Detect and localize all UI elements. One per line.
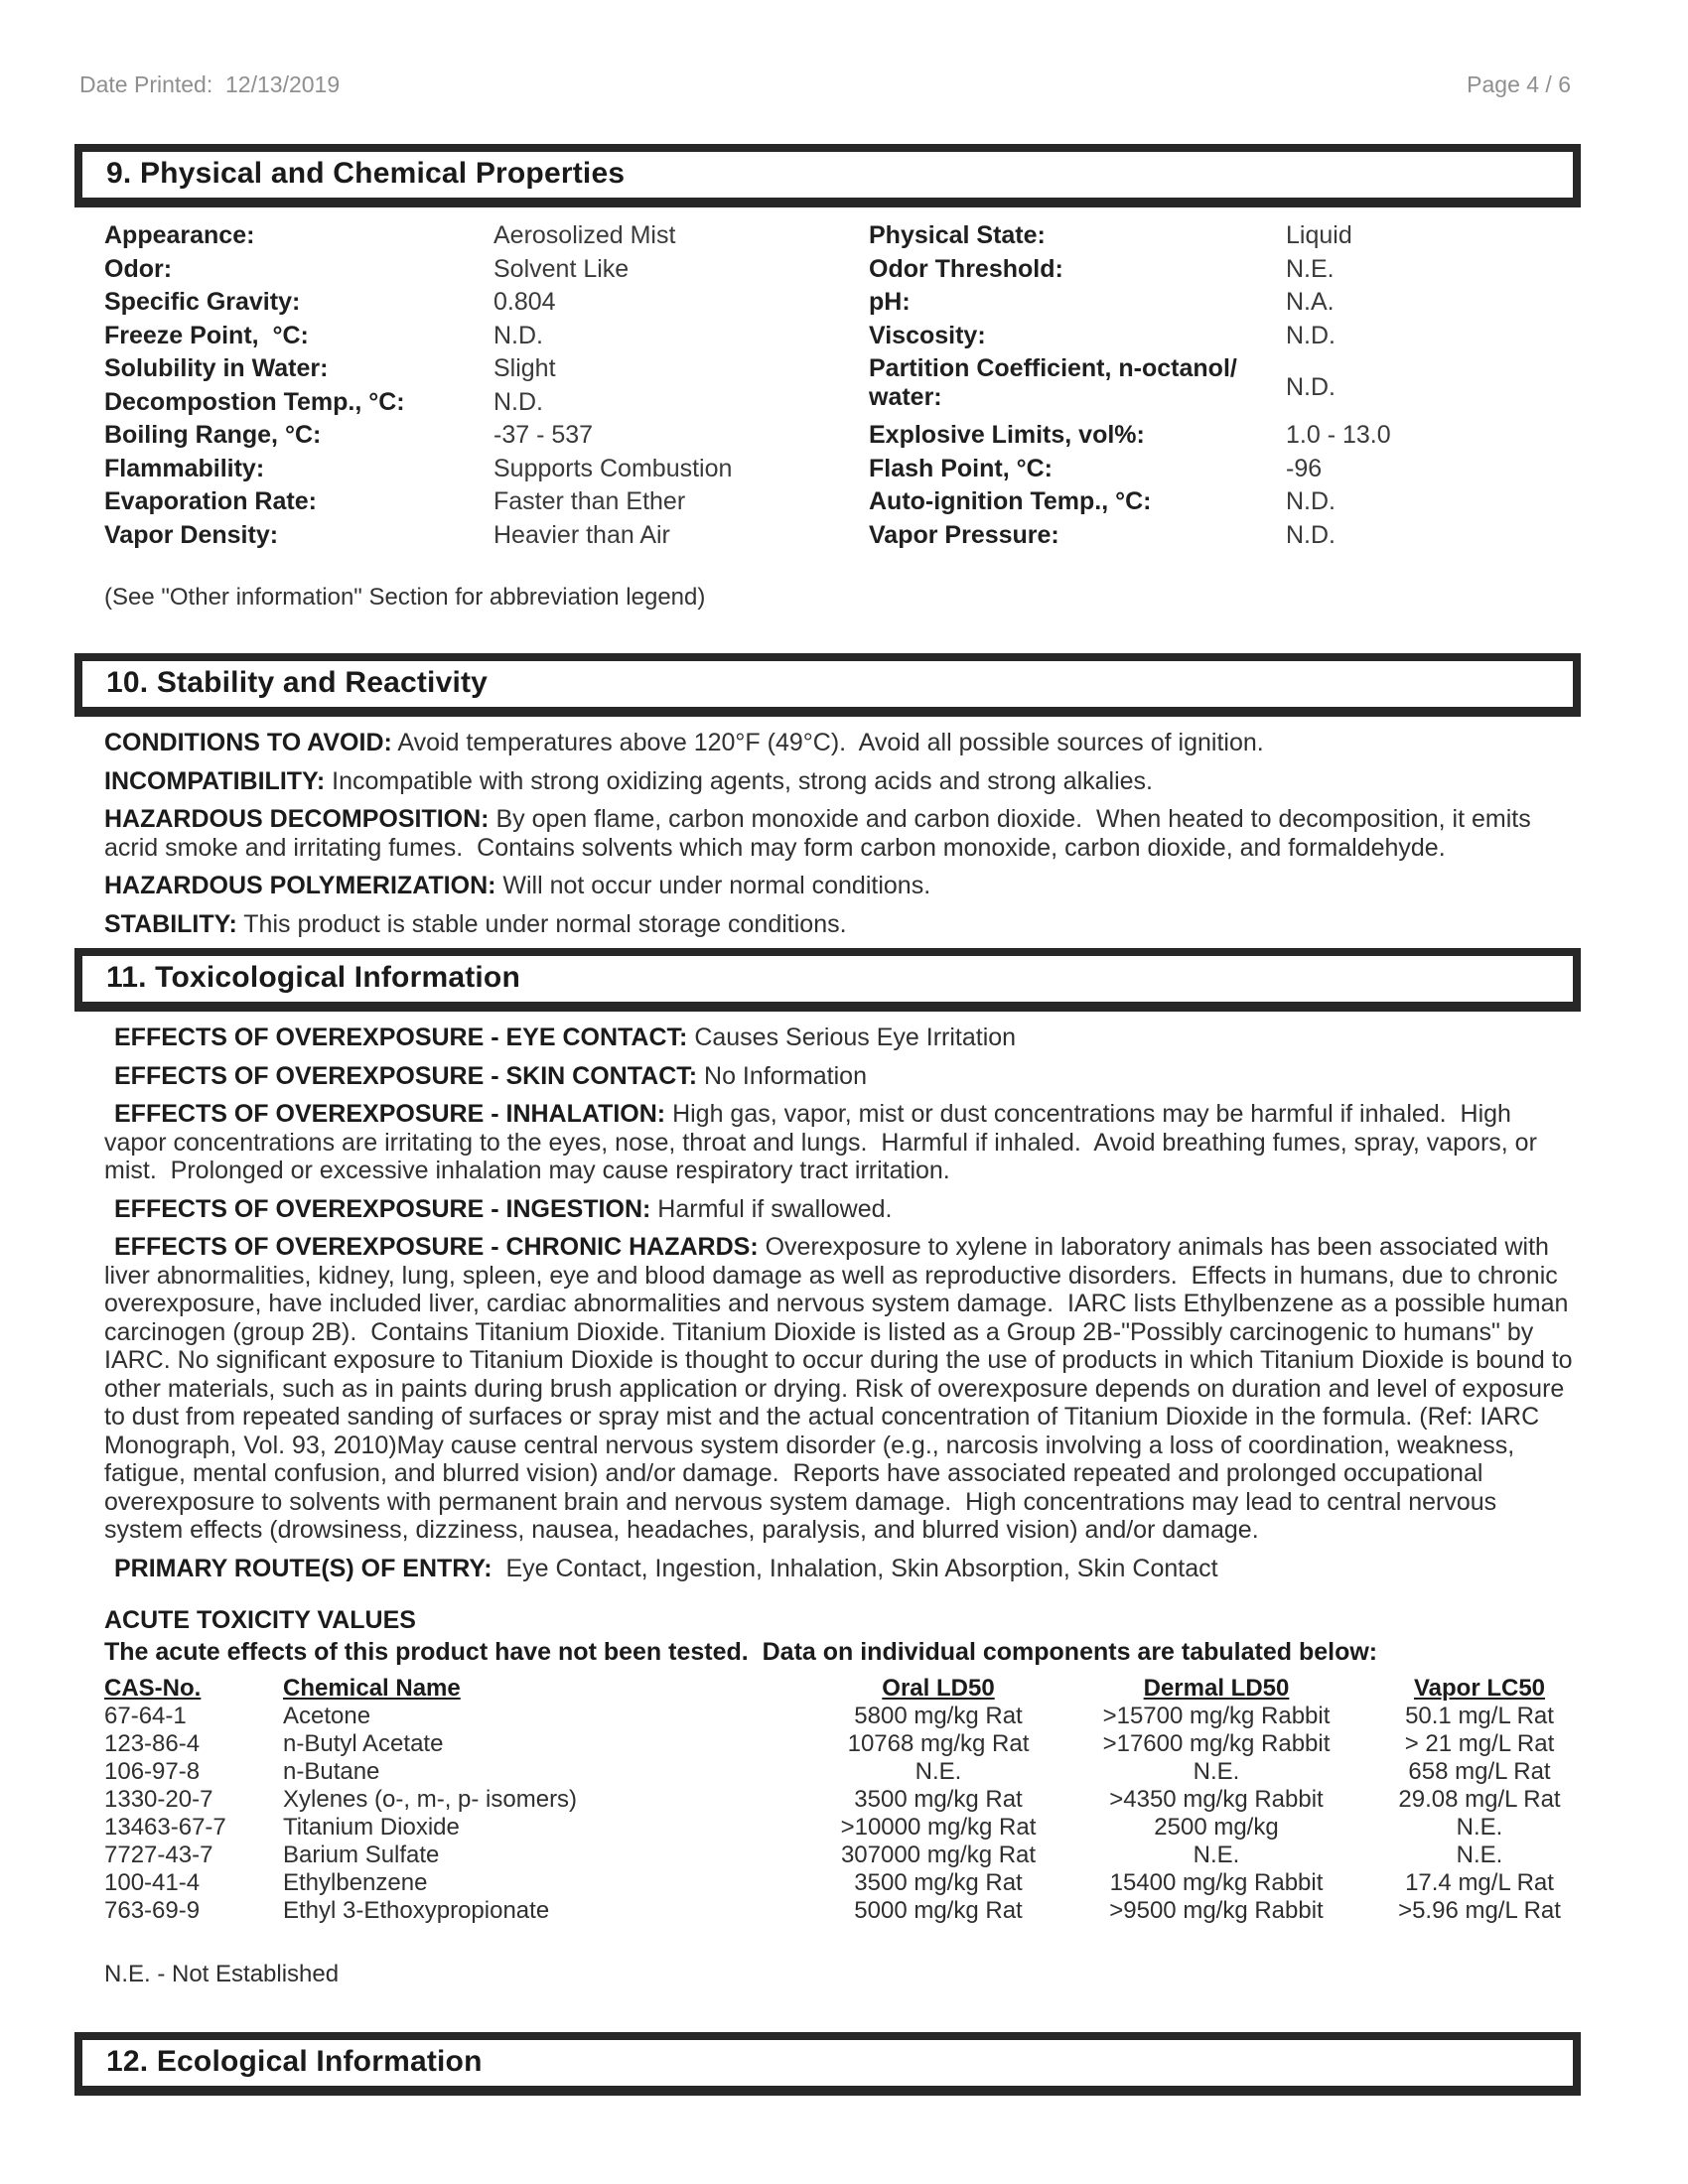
paragraph-text: Overexposure to xylene in laboratory animals has been associated with liver abnormalities, kidney, lung, spleen, eye and blood damage as well as reproductive disorders. Effects in humans, due to chronic overexposure, have included liver, cardiac abnormalities and nervous system damage. IARC lists Ethylbenzene as a possible human carcinogen (group 2B). Contains Titanium Dioxide. Titanium Dioxide is listed as a Group 2B-"Possibly carcinogenic to humans" by IARC. No significant exposure to Titanium Dioxide is thought to occur during the use of products in which Titanium Dioxide is bound to other materials, such as in paints during brush application or drying. Risk of overexposure depends on duration and level of exposure to dust from repeated sanding of surfaces or spray mist and the actual concentration of Titanium Dioxide in the formula. (Ref: IARC Monograph, Vol. 93, 2010)May cause central nervous system disorder (e.g., narcosis involving a loss of coordination, weakness, fatigue, mental confusion, and blurred vision) and/or damage. Reports have associated repeated and prolonged occupational overexposure to solvents with permanent brain and nervous system damage. High concentrations may lead to central nervous system effects (drowsiness, dizziness, nausea, headaches, paralysis, and blurred vision) and/or damage. (104, 1233, 1580, 1544)
cell-cas-no: 106-97-8 (104, 1758, 201, 1785)
section-11-title: 11. Toxicological Information (106, 961, 520, 994)
paragraph-primary-routes-of-entry (104, 1555, 1577, 1583)
property-row (869, 487, 1688, 521)
property-row (104, 388, 869, 422)
cell-oral-ld50: 5000 mg/kg Rat (854, 1897, 1023, 1924)
table-header-row (104, 1675, 1688, 1703)
cell-dermal-ld50: N.E. (1193, 1758, 1240, 1785)
paragraph-label: HAZARDOUS POLYMERIZATION: (104, 872, 496, 899)
property-row (869, 221, 1688, 255)
page-number-text: Page 4 / 6 (1467, 71, 1571, 97)
table-row (104, 1814, 1688, 1842)
cell-oral-ld50: 3500 mg/kg Rat (854, 1786, 1023, 1813)
property-row (869, 322, 1688, 355)
cell-chemical-name: Acetone (283, 1703, 371, 1729)
property-row (869, 455, 1688, 488)
property-value: 1.0 - 13.0 (1286, 421, 1391, 449)
cell-vapor-lc50: >5.96 mg/L Rat (1398, 1897, 1561, 1924)
acute-toxicity-heading: ACUTE TOXICITY VALUES (104, 1606, 416, 1634)
property-value: N.A. (1286, 288, 1335, 316)
paragraph-text: By open flame, carbon monoxide and carbon dioxide. When heated to decomposition, it emits acrid smoke and irritating fumes. Contains solvents which may form carbon monoxide, carbon dioxide, and formaldehyde. (104, 805, 1538, 862)
not-established-footnote: N.E. - Not Established (104, 1961, 340, 1987)
property-label: Partition Coefficient, n-octanol/ water: (869, 354, 1244, 411)
cell-dermal-ld50: >9500 mg/kg Rabbit (1109, 1897, 1324, 1924)
cell-oral-ld50: 307000 mg/kg Rat (840, 1842, 1037, 1868)
property-label: pH: (869, 288, 911, 316)
property-label: Evaporation Rate: (104, 487, 317, 515)
property-label: Odor: (104, 254, 173, 283)
cell-chemical-name: Titanium Dioxide (283, 1814, 460, 1841)
paragraph-text: Eye Contact, Ingestion, Inhalation, Skin Absorption, Skin Contact (492, 1554, 1218, 1582)
section-10-title: 10. Stability and Reactivity (106, 666, 489, 699)
cell-cas-no: 13463-67-7 (104, 1814, 226, 1841)
property-value: Supports Combustion (493, 454, 733, 482)
property-row (104, 255, 869, 289)
paragraph-text: Causes Serious Eye Irritation (687, 1024, 1017, 1051)
cell-vapor-lc50: N.E. (1456, 1842, 1503, 1868)
property-label: Vapor Pressure: (869, 520, 1059, 549)
section-11-body (104, 1024, 1580, 1582)
column-header-dermal-ld50: Dermal LD50 (1143, 1675, 1290, 1702)
cell-vapor-lc50: > 21 mg/L Rat (1404, 1730, 1555, 1757)
property-value: Slight (493, 354, 556, 382)
property-value: -37 - 537 (493, 421, 594, 449)
acute-toxicity-subheading: The acute effects of this product have not been tested. Data on individual components are tabulated below: (104, 1638, 1378, 1666)
section-11-header (74, 948, 1581, 1012)
property-value: Heavier than Air (493, 520, 670, 549)
abbreviation-legend-note: (See "Other information" Section for abbreviation legend) (104, 584, 706, 611)
cell-chemical-name: Barium Sulfate (283, 1842, 440, 1868)
table-row (104, 1897, 1688, 1925)
paragraph-label: EFFECTS OF OVEREXPOSURE - INGESTION: (114, 1194, 651, 1223)
cell-dermal-ld50: >17600 mg/kg Rabbit (1102, 1730, 1331, 1757)
cell-dermal-ld50: 2500 mg/kg (1154, 1814, 1279, 1841)
properties-left-column (104, 221, 869, 554)
property-row (104, 421, 869, 455)
cell-dermal-ld50: >4350 mg/kg Rabbit (1109, 1786, 1324, 1813)
paragraph-stability (104, 910, 1577, 939)
paragraph-label: EFFECTS OF OVEREXPOSURE - CHRONIC HAZARDS: (114, 1233, 759, 1261)
property-label: Explosive Limits, vol%: (869, 421, 1145, 449)
cell-oral-ld50: 10768 mg/kg Rat (847, 1730, 1030, 1757)
section-9-header (74, 144, 1581, 207)
table-row (104, 1730, 1688, 1758)
cell-dermal-ld50: >15700 mg/kg Rabbit (1102, 1703, 1331, 1729)
cell-chemical-name: n-Butyl Acetate (283, 1730, 444, 1757)
cell-cas-no: 1330-20-7 (104, 1786, 213, 1813)
cell-vapor-lc50: N.E. (1456, 1814, 1503, 1841)
property-value: Solvent Like (493, 254, 630, 283)
property-label: Freeze Point, °C: (104, 321, 309, 349)
property-value: -96 (1286, 454, 1323, 482)
paragraph-label: HAZARDOUS DECOMPOSITION: (104, 805, 490, 833)
cell-cas-no: 67-64-1 (104, 1703, 187, 1729)
paragraph-hazardous-polymerization (104, 872, 1577, 900)
cell-cas-no: 7727-43-7 (104, 1842, 213, 1868)
property-label: Odor Threshold: (869, 254, 1063, 283)
property-label: Auto-ignition Temp., °C: (869, 487, 1152, 515)
paragraph-label: PRIMARY ROUTE(S) OF ENTRY: (114, 1554, 492, 1582)
property-label: Vapor Density: (104, 520, 279, 549)
paragraph-text: This product is stable under normal storage conditions. (236, 909, 847, 938)
section-9-title: 9. Physical and Chemical Properties (106, 157, 626, 190)
property-row (869, 521, 1688, 555)
cell-oral-ld50: 3500 mg/kg Rat (854, 1869, 1023, 1896)
property-value: N.D. (1286, 373, 1336, 401)
section-10-header (74, 653, 1581, 717)
cell-chemical-name: n-Butane (283, 1758, 380, 1785)
cell-vapor-lc50: 50.1 mg/L Rat (1405, 1703, 1554, 1729)
paragraph-text: Harmful if swallowed. (650, 1194, 893, 1223)
property-row (869, 255, 1688, 289)
property-label: Flash Point, °C: (869, 454, 1053, 482)
property-value: N.D. (1286, 321, 1336, 349)
paragraph-text: High gas, vapor, mist or dust concentrations may be harmful if inhaled. High vapor concentrations are irritating to the eyes, nose, throat and lungs. Harmful if inhaled. Avoid breathing fumes, spray, vapors, or mist. Prolonged or excessive inhalation may cause respiratory tract irritation. (104, 1100, 1544, 1184)
property-label: Viscosity: (869, 321, 986, 349)
property-row (869, 288, 1688, 322)
section-10-body (104, 729, 1577, 938)
section-12-title: 12. Ecological Information (106, 2045, 483, 2078)
cell-vapor-lc50: 17.4 mg/L Rat (1405, 1869, 1554, 1896)
property-label: Physical State: (869, 221, 1046, 249)
acute-toxicity-table (104, 1675, 1688, 1925)
paragraph-label: CONDITIONS TO AVOID: (104, 729, 392, 756)
property-value: N.E. (1286, 254, 1335, 283)
table-row (104, 1703, 1688, 1730)
property-row (104, 288, 869, 322)
column-header-chemical-name: Chemical Name (283, 1675, 461, 1702)
property-label: Flammability: (104, 454, 265, 482)
column-header-cas-no: CAS-No. (104, 1675, 202, 1702)
property-label: Specific Gravity: (104, 288, 301, 316)
paragraph-chronic-hazards (104, 1233, 1580, 1545)
cell-oral-ld50: >10000 mg/kg Rat (840, 1814, 1037, 1841)
property-label: Solubility in Water: (104, 354, 329, 382)
paragraph-text: No Information (697, 1061, 867, 1090)
paragraph-conditions-to-avoid (104, 729, 1577, 757)
property-row (104, 455, 869, 488)
property-row (104, 354, 869, 388)
paragraph-label: EFFECTS OF OVEREXPOSURE - SKIN CONTACT: (114, 1061, 698, 1090)
properties-right-column (869, 221, 1688, 554)
date-printed-text: Date Printed: 12/13/2019 (79, 71, 341, 97)
property-row (869, 421, 1688, 455)
page-header (0, 0, 1688, 98)
table-row (104, 1842, 1688, 1869)
paragraph-text: Will not occur under normal conditions. (495, 872, 931, 899)
property-value: Faster than Ether (493, 487, 686, 515)
cell-chemical-name: Ethylbenzene (283, 1869, 428, 1896)
cell-chemical-name: Ethyl 3-Ethoxypropionate (283, 1897, 550, 1924)
paragraph-inhalation (104, 1100, 1577, 1185)
property-label: Decompostion Temp., °C: (104, 387, 405, 416)
paragraph-label: EFFECTS OF OVEREXPOSURE - INHALATION: (114, 1100, 666, 1128)
cell-dermal-ld50: N.E. (1193, 1842, 1240, 1868)
table-row (104, 1758, 1688, 1786)
column-header-vapor-lc50: Vapor LC50 (1413, 1675, 1546, 1702)
paragraph-ingestion (104, 1195, 1577, 1224)
cell-vapor-lc50: 29.08 mg/L Rat (1398, 1786, 1561, 1813)
paragraph-eye-contact (104, 1024, 1577, 1052)
section-12-header (74, 2032, 1581, 2096)
property-row (104, 322, 869, 355)
cell-cas-no: 123-86-4 (104, 1730, 201, 1757)
cell-chemical-name: Xylenes (o-, m-, p- isomers) (283, 1786, 578, 1813)
property-value: N.D. (493, 387, 543, 416)
paragraph-hazardous-decomposition (104, 805, 1577, 862)
property-row (869, 354, 1688, 421)
table-row (104, 1869, 1688, 1897)
property-value: 0.804 (493, 288, 556, 316)
cell-dermal-ld50: 15400 mg/kg Rabbit (1109, 1869, 1324, 1896)
paragraph-skin-contact (104, 1062, 1577, 1091)
property-label: Appearance: (104, 221, 255, 249)
property-value: N.D. (493, 321, 543, 349)
property-value: Liquid (1286, 221, 1352, 249)
property-label: Boiling Range, °C: (104, 421, 322, 449)
cell-oral-ld50: 5800 mg/kg Rat (854, 1703, 1023, 1729)
property-value: N.D. (1286, 520, 1336, 549)
cell-cas-no: 100-41-4 (104, 1869, 201, 1896)
paragraph-text: Avoid temperatures above 120°F (49°C). Avoid all possible sources of ignition. (391, 729, 1264, 756)
property-value: N.D. (1286, 487, 1336, 515)
property-row (104, 221, 869, 255)
table-row (104, 1786, 1688, 1814)
paragraph-label: STABILITY: (104, 909, 237, 938)
paragraph-label: EFFECTS OF OVEREXPOSURE - EYE CONTACT: (114, 1024, 688, 1051)
paragraph-incompatibility (104, 767, 1577, 796)
cell-oral-ld50: N.E. (914, 1758, 962, 1785)
physical-properties-grid (104, 221, 1688, 554)
property-row (104, 487, 869, 521)
cell-cas-no: 763-69-9 (104, 1897, 201, 1924)
paragraph-label: INCOMPATIBILITY: (104, 766, 326, 795)
cell-vapor-lc50: 658 mg/L Rat (1408, 1758, 1551, 1785)
property-row (104, 521, 869, 555)
property-value: Aerosolized Mist (493, 221, 676, 249)
column-header-oral-ld50: Oral LD50 (882, 1675, 995, 1702)
paragraph-text: Incompatible with strong oxidizing agents, strong acids and strong alkalies. (325, 766, 1153, 795)
